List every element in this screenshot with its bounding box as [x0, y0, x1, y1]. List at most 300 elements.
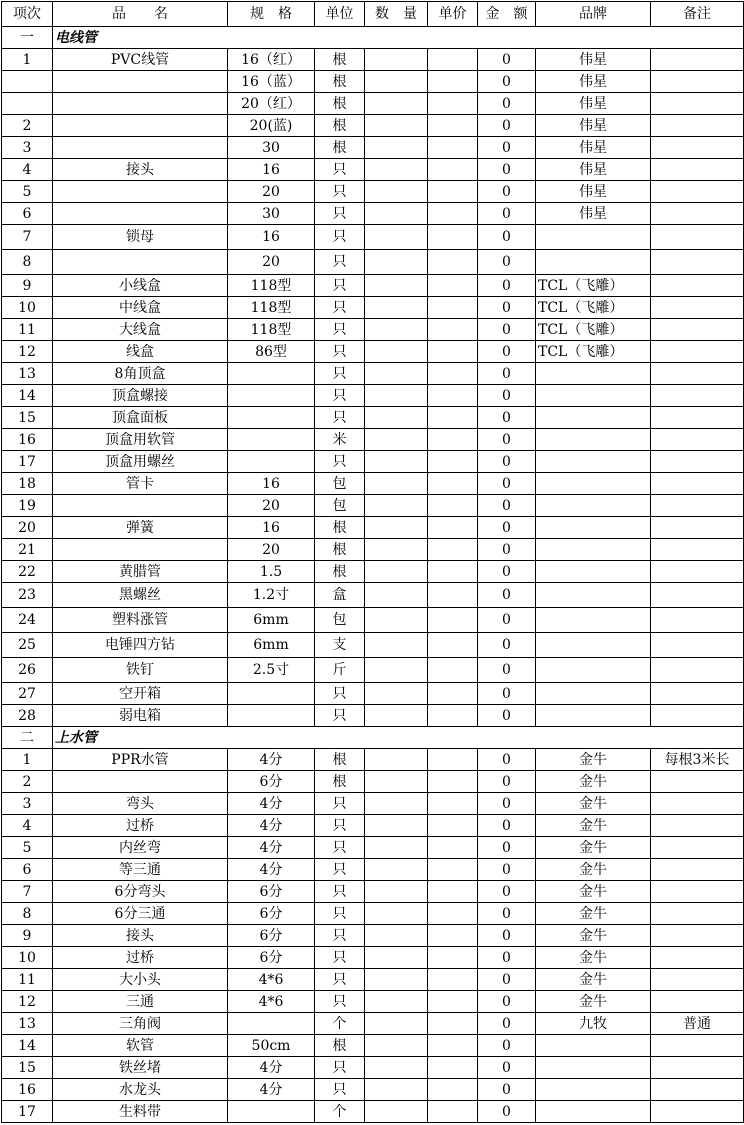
cell-name: 6分三通	[53, 903, 228, 925]
cell-unit: 只	[315, 319, 365, 341]
cell-note	[651, 633, 744, 658]
cell-unit: 只	[315, 815, 365, 837]
cell-brand	[536, 633, 651, 658]
cell-unit: 斤	[315, 658, 365, 683]
table-row	[2, 749, 744, 771]
cell-amount: 0	[478, 991, 536, 1013]
cell-brand	[536, 250, 651, 275]
cell-unit: 根	[315, 771, 365, 793]
cell-unit: 根	[315, 517, 365, 539]
cell-note	[651, 705, 744, 727]
table-row	[2, 583, 744, 608]
table-row	[2, 297, 744, 319]
header-unit-price: 单价	[428, 2, 478, 27]
cell-brand: 金牛	[536, 991, 651, 1013]
cell-note	[651, 49, 744, 71]
cell-spec: 6分	[228, 771, 315, 793]
cell-item-no: 13	[2, 1013, 53, 1035]
cell-name: 顶盒螺接	[53, 385, 228, 407]
cell-quantity	[365, 71, 428, 93]
cell-note	[651, 385, 744, 407]
table-row	[2, 633, 744, 658]
cell-brand	[536, 539, 651, 561]
cell-note	[651, 608, 744, 633]
table-row	[2, 407, 744, 429]
cell-item-no: 7	[2, 881, 53, 903]
cell-name: 大线盒	[53, 319, 228, 341]
cell-brand	[536, 1057, 651, 1079]
cell-note	[651, 683, 744, 705]
cell-item-no: 17	[2, 451, 53, 473]
cell-unit: 根	[315, 115, 365, 137]
cell-note	[651, 225, 744, 250]
cell-unit: 只	[315, 859, 365, 881]
cell-quantity	[365, 705, 428, 727]
section-number: 一	[2, 27, 53, 49]
cell-name: 顶盒用螺丝	[53, 451, 228, 473]
cell-amount: 0	[478, 429, 536, 451]
cell-quantity	[365, 658, 428, 683]
cell-amount: 0	[478, 319, 536, 341]
cell-item-no: 9	[2, 275, 53, 297]
cell-item-no: 13	[2, 363, 53, 385]
table-row	[2, 539, 744, 561]
cell-amount: 0	[478, 181, 536, 203]
cell-spec: 4分	[228, 815, 315, 837]
cell-spec	[228, 1013, 315, 1035]
cell-amount: 0	[478, 451, 536, 473]
cell-unit: 只	[315, 159, 365, 181]
table-row	[2, 947, 744, 969]
cell-brand: 伟星	[536, 181, 651, 203]
cell-amount: 0	[478, 385, 536, 407]
cell-unit-price	[428, 473, 478, 495]
cell-unit: 个	[315, 1013, 365, 1035]
cell-unit-price	[428, 341, 478, 363]
cell-spec	[228, 683, 315, 705]
cell-unit: 只	[315, 363, 365, 385]
cell-item-no: 9	[2, 925, 53, 947]
header-name: 品 名	[53, 2, 228, 27]
cell-brand: TCL（飞雕）	[536, 341, 651, 363]
cell-item-no: 18	[2, 473, 53, 495]
cell-unit-price	[428, 517, 478, 539]
cell-name: 弹簧	[53, 517, 228, 539]
cell-item-no: 16	[2, 429, 53, 451]
cell-name: 塑料涨管	[53, 608, 228, 633]
header-row	[2, 2, 744, 27]
section-row	[2, 727, 744, 749]
cell-amount: 0	[478, 159, 536, 181]
cell-spec	[228, 1101, 315, 1123]
cell-note	[651, 93, 744, 115]
cell-amount: 0	[478, 683, 536, 705]
cell-unit: 只	[315, 1057, 365, 1079]
cell-name: 三角阀	[53, 1013, 228, 1035]
cell-item-no: 4	[2, 815, 53, 837]
cell-quantity	[365, 115, 428, 137]
cell-unit: 包	[315, 473, 365, 495]
cell-quantity	[365, 429, 428, 451]
cell-unit: 只	[315, 881, 365, 903]
cell-amount: 0	[478, 1057, 536, 1079]
cell-name: 铁钉	[53, 658, 228, 683]
table-row	[2, 115, 744, 137]
cell-spec: 6分	[228, 881, 315, 903]
table-row	[2, 1057, 744, 1079]
cell-amount: 0	[478, 137, 536, 159]
cell-item-no: 12	[2, 991, 53, 1013]
table-row	[2, 1013, 744, 1035]
cell-note	[651, 137, 744, 159]
cell-amount: 0	[478, 297, 536, 319]
cell-unit-price	[428, 925, 478, 947]
cell-quantity	[365, 473, 428, 495]
cell-spec: 4*6	[228, 991, 315, 1013]
cell-amount: 0	[478, 71, 536, 93]
cell-amount: 0	[478, 225, 536, 250]
cell-name	[53, 771, 228, 793]
cell-unit-price	[428, 115, 478, 137]
cell-quantity	[365, 275, 428, 297]
cell-brand	[536, 451, 651, 473]
cell-unit-price	[428, 903, 478, 925]
cell-item-no: 6	[2, 203, 53, 225]
section-title: 上水管	[53, 727, 744, 749]
cell-brand: 伟星	[536, 71, 651, 93]
cell-unit-price	[428, 837, 478, 859]
cell-item-no: 3	[2, 137, 53, 159]
cell-spec	[228, 363, 315, 385]
cell-spec: 16	[228, 517, 315, 539]
cell-unit: 只	[315, 181, 365, 203]
cell-brand: TCL（飞雕）	[536, 275, 651, 297]
cell-name	[53, 115, 228, 137]
cell-spec: 30	[228, 203, 315, 225]
cell-amount: 0	[478, 608, 536, 633]
cell-brand: 伟星	[536, 115, 651, 137]
cell-unit-price	[428, 859, 478, 881]
table-row	[2, 658, 744, 683]
cell-note	[651, 561, 744, 583]
cell-unit-price	[428, 583, 478, 608]
cell-quantity	[365, 225, 428, 250]
table-row	[2, 925, 744, 947]
cell-amount: 0	[478, 583, 536, 608]
cell-name: 中线盒	[53, 297, 228, 319]
cell-brand	[536, 561, 651, 583]
materials-table	[1, 1, 744, 1123]
cell-unit-price	[428, 1013, 478, 1035]
cell-quantity	[365, 363, 428, 385]
cell-quantity	[365, 159, 428, 181]
cell-name: 水龙头	[53, 1079, 228, 1101]
cell-quantity	[365, 749, 428, 771]
cell-spec: 16（蓝）	[228, 71, 315, 93]
cell-note	[651, 473, 744, 495]
cell-unit-price	[428, 71, 478, 93]
cell-brand	[536, 683, 651, 705]
cell-brand: TCL（飞雕）	[536, 297, 651, 319]
table-row	[2, 683, 744, 705]
cell-amount: 0	[478, 203, 536, 225]
cell-brand: 金牛	[536, 881, 651, 903]
cell-spec: 4分	[228, 749, 315, 771]
cell-unit: 只	[315, 1079, 365, 1101]
cell-name: 8角顶盒	[53, 363, 228, 385]
cell-item-no: 2	[2, 115, 53, 137]
cell-item-no	[2, 93, 53, 115]
cell-unit: 根	[315, 137, 365, 159]
cell-unit: 只	[315, 451, 365, 473]
cell-name: 接头	[53, 925, 228, 947]
cell-quantity	[365, 947, 428, 969]
table-row	[2, 969, 744, 991]
cell-brand	[536, 658, 651, 683]
cell-brand	[536, 473, 651, 495]
cell-name	[53, 71, 228, 93]
cell-item-no: 14	[2, 385, 53, 407]
cell-unit-price	[428, 407, 478, 429]
cell-spec: 1.5	[228, 561, 315, 583]
cell-amount: 0	[478, 793, 536, 815]
header-amount: 金 额	[478, 2, 536, 27]
cell-name	[53, 539, 228, 561]
cell-spec: 2.5寸	[228, 658, 315, 683]
cell-brand	[536, 1101, 651, 1123]
table-row	[2, 363, 744, 385]
cell-note	[651, 429, 744, 451]
cell-item-no: 1	[2, 49, 53, 71]
cell-name	[53, 250, 228, 275]
cell-amount: 0	[478, 925, 536, 947]
cell-item-no: 22	[2, 561, 53, 583]
cell-quantity	[365, 561, 428, 583]
cell-unit: 只	[315, 705, 365, 727]
table-row	[2, 837, 744, 859]
cell-quantity	[365, 137, 428, 159]
cell-spec: 4分	[228, 1057, 315, 1079]
cell-name: 黑螺丝	[53, 583, 228, 608]
cell-note	[651, 903, 744, 925]
cell-brand: 金牛	[536, 859, 651, 881]
header-spec: 规 格	[228, 2, 315, 27]
cell-note	[651, 71, 744, 93]
cell-spec: 20	[228, 495, 315, 517]
cell-quantity	[365, 815, 428, 837]
cell-name: 顶盒面板	[53, 407, 228, 429]
cell-unit: 只	[315, 250, 365, 275]
cell-quantity	[365, 93, 428, 115]
table-row	[2, 429, 744, 451]
cell-unit: 只	[315, 991, 365, 1013]
cell-name: PPR水管	[53, 749, 228, 771]
cell-item-no: 10	[2, 297, 53, 319]
cell-brand: TCL（飞雕）	[536, 319, 651, 341]
cell-quantity	[365, 881, 428, 903]
cell-unit-price	[428, 451, 478, 473]
cell-brand: 金牛	[536, 815, 651, 837]
cell-note	[651, 495, 744, 517]
cell-unit-price	[428, 1079, 478, 1101]
cell-item-no: 5	[2, 181, 53, 203]
cell-unit-price	[428, 947, 478, 969]
cell-unit-price	[428, 495, 478, 517]
cell-unit-price	[428, 1035, 478, 1057]
cell-item-no: 6	[2, 859, 53, 881]
cell-name	[53, 495, 228, 517]
cell-quantity	[365, 793, 428, 815]
cell-unit-price	[428, 1057, 478, 1079]
cell-brand	[536, 495, 651, 517]
cell-quantity	[365, 991, 428, 1013]
cell-name: 软管	[53, 1035, 228, 1057]
cell-spec: 4*6	[228, 969, 315, 991]
cell-unit-price	[428, 539, 478, 561]
cell-spec	[228, 407, 315, 429]
cell-note: 普通	[651, 1013, 744, 1035]
cell-quantity	[365, 181, 428, 203]
cell-unit-price	[428, 771, 478, 793]
cell-spec: 118型	[228, 297, 315, 319]
cell-quantity	[365, 1079, 428, 1101]
cell-unit-price	[428, 363, 478, 385]
table-row	[2, 561, 744, 583]
cell-quantity	[365, 583, 428, 608]
cell-brand	[536, 1079, 651, 1101]
cell-spec: 16（红）	[228, 49, 315, 71]
cell-brand: 金牛	[536, 749, 651, 771]
cell-amount: 0	[478, 1101, 536, 1123]
cell-spec: 6mm	[228, 633, 315, 658]
cell-unit: 根	[315, 539, 365, 561]
cell-brand: 伟星	[536, 49, 651, 71]
cell-name: 锁母	[53, 225, 228, 250]
cell-spec: 30	[228, 137, 315, 159]
cell-unit-price	[428, 633, 478, 658]
cell-name	[53, 203, 228, 225]
cell-name: 线盒	[53, 341, 228, 363]
cell-name: 小线盒	[53, 275, 228, 297]
cell-amount: 0	[478, 250, 536, 275]
cell-name: 黄腊管	[53, 561, 228, 583]
cell-unit: 只	[315, 903, 365, 925]
cell-item-no: 26	[2, 658, 53, 683]
cell-brand: 金牛	[536, 925, 651, 947]
cell-note	[651, 1035, 744, 1057]
cell-item-no: 17	[2, 1101, 53, 1123]
cell-quantity	[365, 903, 428, 925]
cell-note: 每根3米长	[651, 749, 744, 771]
cell-item-no: 15	[2, 407, 53, 429]
cell-brand	[536, 1035, 651, 1057]
cell-spec: 6mm	[228, 608, 315, 633]
table-row	[2, 159, 744, 181]
cell-item-no	[2, 71, 53, 93]
cell-quantity	[365, 925, 428, 947]
cell-quantity	[365, 608, 428, 633]
cell-note	[651, 583, 744, 608]
cell-note	[651, 771, 744, 793]
cell-note	[651, 159, 744, 181]
cell-brand	[536, 225, 651, 250]
cell-amount: 0	[478, 517, 536, 539]
cell-unit: 只	[315, 407, 365, 429]
cell-item-no: 19	[2, 495, 53, 517]
table-row	[2, 385, 744, 407]
cell-quantity	[365, 683, 428, 705]
cell-note	[651, 1079, 744, 1101]
cell-unit: 包	[315, 608, 365, 633]
table-row	[2, 881, 744, 903]
cell-name: 过桥	[53, 815, 228, 837]
cell-brand	[536, 517, 651, 539]
table-row	[2, 1101, 744, 1123]
cell-amount: 0	[478, 93, 536, 115]
cell-brand: 金牛	[536, 837, 651, 859]
cell-brand: 金牛	[536, 903, 651, 925]
cell-unit: 盒	[315, 583, 365, 608]
table-row	[2, 705, 744, 727]
cell-note	[651, 451, 744, 473]
cell-spec: 20（红）	[228, 93, 315, 115]
cell-amount: 0	[478, 275, 536, 297]
cell-amount: 0	[478, 633, 536, 658]
cell-item-no: 14	[2, 1035, 53, 1057]
cell-unit-price	[428, 203, 478, 225]
cell-quantity	[365, 771, 428, 793]
cell-unit-price	[428, 608, 478, 633]
cell-item-no: 2	[2, 771, 53, 793]
cell-unit: 支	[315, 633, 365, 658]
table-row	[2, 1035, 744, 1057]
cell-unit: 只	[315, 341, 365, 363]
cell-unit: 只	[315, 837, 365, 859]
cell-item-no: 8	[2, 250, 53, 275]
cell-spec: 4分	[228, 1079, 315, 1101]
cell-spec: 118型	[228, 319, 315, 341]
cell-unit-price	[428, 881, 478, 903]
cell-spec	[228, 429, 315, 451]
cell-brand	[536, 363, 651, 385]
cell-brand: 金牛	[536, 947, 651, 969]
cell-name: 过桥	[53, 947, 228, 969]
cell-amount: 0	[478, 947, 536, 969]
cell-note	[651, 115, 744, 137]
table-row	[2, 93, 744, 115]
cell-amount: 0	[478, 49, 536, 71]
cell-spec	[228, 451, 315, 473]
section-row	[2, 27, 744, 49]
cell-quantity	[365, 859, 428, 881]
cell-amount: 0	[478, 1013, 536, 1035]
cell-spec: 4分	[228, 793, 315, 815]
cell-quantity	[365, 341, 428, 363]
cell-unit-price	[428, 159, 478, 181]
cell-note	[651, 969, 744, 991]
cell-unit-price	[428, 49, 478, 71]
cell-note	[651, 815, 744, 837]
cell-unit-price	[428, 137, 478, 159]
cell-note	[651, 859, 744, 881]
cell-name: 管卡	[53, 473, 228, 495]
cell-brand	[536, 407, 651, 429]
cell-note	[651, 517, 744, 539]
cell-name: 大小头	[53, 969, 228, 991]
cell-item-no: 11	[2, 969, 53, 991]
cell-item-no: 20	[2, 517, 53, 539]
cell-spec: 20	[228, 181, 315, 203]
